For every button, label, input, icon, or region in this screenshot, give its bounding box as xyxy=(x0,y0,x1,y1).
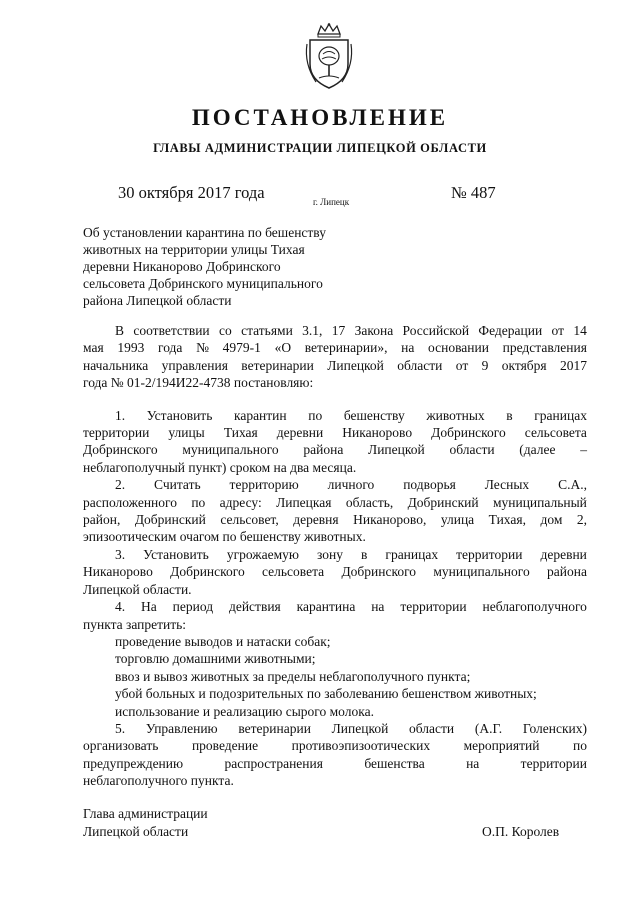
word: Добринский xyxy=(407,494,479,510)
text-line: неблагополучный пункт) сроком на два месяца. xyxy=(83,459,357,475)
word: – xyxy=(580,442,587,458)
word: зону xyxy=(316,546,343,562)
word: 2017 xyxy=(559,357,587,373)
prohibitions-list xyxy=(83,633,587,720)
word: 9 xyxy=(481,357,489,373)
word: 17 xyxy=(331,323,346,338)
word: противоэпизоотических xyxy=(291,738,431,754)
word: улица xyxy=(440,512,475,528)
word: по xyxy=(308,407,323,423)
document-subject xyxy=(83,224,368,309)
word: адресу: xyxy=(219,494,262,510)
word: угрожаемую xyxy=(226,546,299,562)
word: границах xyxy=(385,546,439,562)
word: деревня xyxy=(293,512,339,528)
word: по xyxy=(191,494,206,510)
text-line xyxy=(83,322,587,339)
word: ветеринарии xyxy=(238,720,311,736)
word: 4979-1 xyxy=(222,340,261,356)
word: муниципальный xyxy=(492,494,587,510)
word: 2. xyxy=(115,477,126,493)
word: Липецкой xyxy=(368,442,425,458)
text-line: эпизоотическим очагом по бешенству животных. xyxy=(83,529,366,545)
word: мероприятий xyxy=(463,738,540,754)
document-city: г. Липецк xyxy=(313,197,350,207)
word: улицы xyxy=(168,425,205,441)
word: октября xyxy=(501,357,547,373)
word: сельсовета xyxy=(524,425,587,441)
word: 3. xyxy=(115,546,126,562)
word: территорию xyxy=(229,477,299,493)
text-line xyxy=(83,720,587,737)
word: Закона xyxy=(354,323,394,338)
word: В xyxy=(115,323,125,338)
word: района xyxy=(547,564,587,580)
word: Липецкой xyxy=(327,357,384,373)
word: области xyxy=(409,720,455,736)
word: Голенских) xyxy=(522,720,587,736)
word: на xyxy=(371,599,385,615)
word: территории xyxy=(520,755,587,771)
list-item: проведение выводов и натаски собак; xyxy=(115,633,331,649)
word: дом xyxy=(540,512,563,528)
word: «О xyxy=(274,340,292,356)
signatory-name: О.П. Королев xyxy=(482,824,560,839)
word: 14 xyxy=(573,323,587,338)
word: неблагополучного xyxy=(482,599,587,615)
word: Российской xyxy=(402,323,470,338)
word: Добринского xyxy=(83,442,158,458)
word: муниципального xyxy=(433,564,530,580)
word: район, xyxy=(83,512,121,528)
word: сельсовет, xyxy=(220,512,279,528)
word: ветеринарии xyxy=(241,357,314,373)
word: на xyxy=(466,755,480,771)
word: период xyxy=(172,599,214,615)
word: области xyxy=(397,357,443,373)
word: (далее xyxy=(519,442,556,458)
word: года xyxy=(158,340,183,356)
word: муниципального xyxy=(182,442,279,458)
text-line xyxy=(83,737,587,754)
text-line xyxy=(83,424,587,441)
subject-line: животных на территории улицы Тихая xyxy=(83,242,305,257)
item-4-paragraph xyxy=(83,598,587,633)
word: начальника xyxy=(83,357,149,373)
word: Федерации xyxy=(478,323,543,338)
word: Управлению xyxy=(145,720,218,736)
list-item: убой больных и подозрительных по заболеванию бешенством животных; xyxy=(115,686,537,702)
word: подворья xyxy=(403,477,456,493)
item-3-paragraph xyxy=(83,546,587,598)
word: На xyxy=(141,599,157,615)
word: Тихая xyxy=(223,425,258,441)
subject-line: сельсовета Добринского муниципального xyxy=(83,276,323,291)
word: статьями xyxy=(241,323,293,338)
word: на xyxy=(401,340,415,356)
word: Добринский xyxy=(134,512,206,528)
word: Никанорово, xyxy=(353,512,427,528)
word: 1993 xyxy=(117,340,145,356)
word: Тихая, xyxy=(488,512,526,528)
word: бешенству xyxy=(343,407,405,423)
list-item: использование и реализацию сырого молока. xyxy=(115,703,374,719)
word: 2, xyxy=(576,512,587,528)
preamble-paragraph xyxy=(83,322,587,392)
word: от xyxy=(455,357,469,373)
word: Установить xyxy=(146,407,213,423)
word: управления xyxy=(161,357,228,373)
word: карантина xyxy=(296,599,356,615)
word: организовать xyxy=(83,738,159,754)
document-number: № 487 xyxy=(451,183,496,202)
word: территории xyxy=(83,425,150,441)
word: основании xyxy=(428,340,489,356)
word: 5. xyxy=(115,720,126,736)
word: деревни xyxy=(276,425,324,441)
text-line xyxy=(83,441,587,458)
text-line xyxy=(83,407,587,424)
word: Добринского xyxy=(170,564,245,580)
word: бешенства xyxy=(364,755,425,771)
word: соответствии xyxy=(133,323,210,338)
text-line xyxy=(83,339,587,356)
word: 3.1, xyxy=(302,323,323,338)
text-line xyxy=(83,755,587,772)
word: С.А., xyxy=(558,477,587,493)
list-item: ввоз и вывоз животных за пределы неблагополучного пункта; xyxy=(115,668,471,684)
word: территории xyxy=(400,599,467,615)
word: сельсовета xyxy=(262,564,325,580)
text-line: года № 01-2/194И22-4738 постановляю: xyxy=(83,375,314,391)
word: границах xyxy=(534,407,587,423)
word: со xyxy=(218,323,232,338)
word: Липецкой xyxy=(331,720,389,736)
text-line xyxy=(83,357,587,374)
issuing-authority: ГЛАВЫ АДМИНИСТРАЦИИ ЛИПЕЦКОЙ ОБЛАСТИ xyxy=(153,141,487,155)
subject-line: деревни Никанорово Добринского xyxy=(83,259,281,274)
item-2-paragraph xyxy=(83,476,587,546)
word: Считать xyxy=(154,477,201,493)
word: в xyxy=(506,407,513,423)
word: область, xyxy=(345,494,394,510)
word: животных xyxy=(426,407,485,423)
text-line xyxy=(83,598,587,615)
word: карантин xyxy=(233,407,287,423)
word: района xyxy=(303,442,344,458)
text-line xyxy=(83,563,587,580)
word: № xyxy=(196,340,209,356)
text-line: Липецкой области. xyxy=(83,581,192,597)
word: Никанорово xyxy=(83,564,153,580)
document-date: 30 октября 2017 года xyxy=(118,183,265,202)
word: проведение xyxy=(191,738,259,754)
signatory-position: Глава администрации xyxy=(83,806,208,821)
word: представления xyxy=(502,340,587,356)
coat-of-arms-icon xyxy=(302,22,356,92)
word: распространения xyxy=(224,755,323,771)
word: территории xyxy=(456,546,523,562)
word: Никанорово xyxy=(342,425,413,441)
word: 4. xyxy=(115,599,126,615)
word: 1. xyxy=(115,407,126,423)
word: (А.Г. xyxy=(474,720,503,736)
subject-line: Об установлении карантина по бешенству xyxy=(83,225,326,240)
word: расположенного xyxy=(83,494,177,510)
word: ветеринарии», xyxy=(304,340,388,356)
text-line xyxy=(83,546,587,563)
text-line xyxy=(83,476,587,493)
word: деревни xyxy=(540,546,587,562)
word: действия xyxy=(228,599,281,615)
word: Установить xyxy=(143,546,209,562)
item-1-paragraph xyxy=(83,407,587,477)
subject-line: района Липецкой области xyxy=(83,293,232,308)
document-body xyxy=(83,322,587,790)
word: Лесных xyxy=(484,477,530,493)
word: в xyxy=(361,546,368,562)
word: Липецкая xyxy=(276,494,332,510)
document-title: ПОСТАНОВЛЕНИЕ xyxy=(191,105,449,130)
text-line: неблагополучного пункта. xyxy=(83,773,234,789)
word: личного xyxy=(327,477,375,493)
word: по xyxy=(572,738,587,754)
list-item: торговлю домашними животными; xyxy=(115,651,316,667)
word: мая xyxy=(83,340,104,356)
item-5-paragraph xyxy=(83,720,587,790)
text-line: пункта запретить: xyxy=(83,616,187,632)
word: Добринского xyxy=(431,425,506,441)
word: Добринского xyxy=(341,564,417,580)
word: области xyxy=(449,442,495,458)
text-line xyxy=(83,511,587,528)
word: предупреждению xyxy=(83,755,184,771)
text-line xyxy=(83,494,587,511)
signatory-region: Липецкой области xyxy=(83,824,189,839)
word: от xyxy=(551,323,565,338)
